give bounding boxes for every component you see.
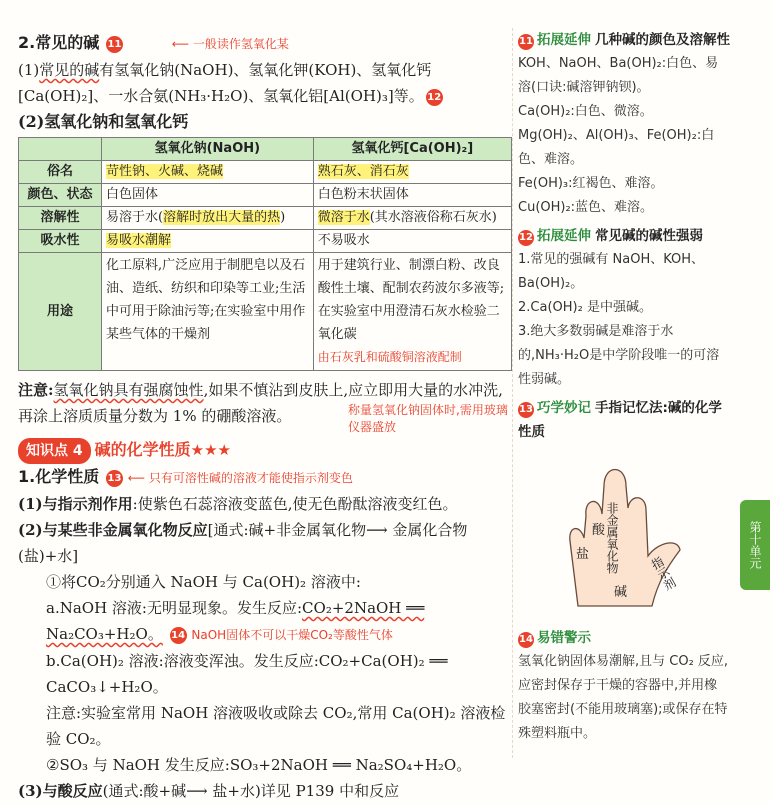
item-2: (2)与某些非金属氧化物反应[通式:碱+非金属氧化物⟶ 金属化合物(盐)+水] [18, 521, 468, 565]
finger-nonmetal-oxide: 非金属氧化物 [605, 502, 619, 574]
table-col-naoh: 氢氧化钠(NaOH) [102, 138, 314, 161]
section-2-heading [18, 30, 512, 57]
knowledge-point-heading [18, 437, 512, 464]
finger-indicator: 指示剂 [647, 554, 679, 593]
column-divider [512, 28, 513, 758]
item-2-a: a.NaOH 溶液:无明显现象。发生反应:CO₂+2NaOH ══ Na₂CO₃+H₂O。 14 NaOH固体不可以干燥CO₂等酸性气体 [46, 599, 425, 643]
sidebar [518, 28, 730, 746]
item-2-attention: 注意:实验室常用 NaOH 溶液吸收或除去 CO₂,常用 Ca(OH)₂ 溶液检验 CO₂。 [46, 704, 506, 748]
marker-13: 13 [106, 470, 123, 487]
paragraph-1: (1)常见的碱有氢氧化钠(NaOH)、氢氧化钾(KOH)、氢氧化钙[Ca(OH)₂]、一水合氨(NH₃·H₂O)、氢氧化铝[Al(OH)₃]等。 12 [18, 61, 442, 105]
main-column [18, 30, 512, 804]
caution-paragraph: 注意:氢氧化钠具有强腐蚀性,如果不慎沾到皮肤上,应立即用大量的水冲洗,再涂上溶质质量分数为 1% 的硼酸溶液。 [18, 381, 503, 425]
box-11-heading: 11 拓展延伸 几种碱的颜色及溶解性 [519, 32, 730, 48]
marker-11: 11 [106, 36, 123, 53]
annotation-weighing: 称量氢氧化钠固体时,需用玻璃仪器盛放 [348, 403, 508, 434]
item-1: (1)与指示剂作用:使紫色石蕊溶液变蓝色,使无色酚酞溶液变红色。 [18, 495, 458, 513]
bordeaux-annotation: 由石灰乳和硫酸铜溶液配制 [317, 350, 462, 364]
box-11-line: Mg(OH)₂、Al(OH)₃、Fe(OH)₂:白色、难溶。 [518, 128, 715, 167]
box-12-line: 2.Ca(OH)₂ 是中强碱。 [518, 300, 652, 315]
box-11-line: Cu(OH)₂:蓝色、难溶。 [518, 200, 654, 215]
palm-base: 碱 [614, 585, 628, 600]
finger-acid: 酸 [592, 523, 606, 538]
table-col-caoh2: 氢氧化钙[Ca(OH)₂] [313, 138, 511, 161]
annotation-drying: NaOH固体不可以干燥CO₂等酸性气体 [191, 628, 393, 642]
comparison-table [18, 137, 512, 371]
table-row: 用途 化工原料,广泛应用于制肥皂以及石油、造纸、纺织和印染等工业;生活中可用于除油污等;在实验室中用作某些气体的干燥剂 用于建筑行业、制漂白粉、改良酸性土壤、配制农药波尔多液等;在实验室中用澄清石灰水检验二氧化碳 由石灰乳和硫酸铜溶液配制 [19, 253, 512, 371]
paragraph-2-title: (2)氢氧化钠和氢氧化钙 [18, 112, 189, 131]
common-bases-underlined: 常见的碱 [39, 61, 100, 79]
box-12-line: 1.常见的强碱有 NaOH、KOH、Ba(OH)₂。 [518, 252, 705, 291]
hand-diagram [518, 446, 730, 616]
item-2-sub2: ②SO₃ 与 NaOH 发生反应:SO₃+2NaOH ══ Na₂SO₄+H₂O。 [46, 756, 472, 774]
table-row: 溶解性 易溶于水(溶解时放出大量的热) 微溶于水(其水溶液俗称石灰水) [19, 207, 512, 230]
box-11-line: Fe(OH)₃:红褐色、难溶。 [518, 176, 664, 191]
marker-14: 14 [170, 627, 187, 644]
kp-stars: ★★★ [190, 441, 231, 459]
kp-title: 碱的化学性质 [94, 440, 191, 459]
chapter-tab: 第十单元 [740, 500, 770, 590]
marker-12: 12 [426, 89, 443, 106]
box-14-text: 氢氧化钠固体易潮解,且与 CO₂ 反应,应密封保存于干燥的容器中,并用橡胶塞密封(不能用玻璃塞);或保存在特殊塑料瓶中。 [518, 654, 729, 741]
box-13-heading: 13 巧学妙记 手指记忆法:碱的化学性质 [518, 400, 722, 440]
box-11-line: KOH、NaOH、Ba(OH)₂:白色、易溶(口诀:碱溶钾钠钡)。 [518, 56, 719, 95]
box-11-line: Ca(OH)₂:白色、微溶。 [518, 104, 653, 119]
section-1-heading: 1.化学性质 13 ⟵ 只有可溶性碱的溶液才能使指示剂变色 [18, 467, 353, 486]
table-row: 吸水性 易吸水潮解 不易吸水 [19, 230, 512, 253]
table-row: 颜色、状态 白色固体 白色粉末状固体 [19, 184, 512, 207]
box-12-heading: 12 拓展延伸 常见碱的碱性强弱 [519, 228, 703, 244]
item-2-b: b.Ca(OH)₂ 溶液:溶液变浑浊。发生反应:CO₂+Ca(OH)₂ ══ CaCO₃↓+H₂O。 [46, 652, 448, 696]
item-2-sub1: ①将CO₂分别通入 NaOH 与 Ca(OH)₂ 溶液中: [46, 573, 361, 591]
item-3: (3)与酸反应(通式:酸+碱⟶ 盐+水)详见 P139 中和反应 [18, 782, 400, 800]
box-14-heading: 14 易错警示 [519, 630, 591, 646]
box-12-line: 3.绝大多数弱碱是难溶于水的,NH₃·H₂O是中学阶段唯一的可溶性弱碱。 [518, 324, 720, 387]
finger-salt: 盐 [576, 547, 590, 562]
section-2-title: 2.常见的碱 [18, 33, 100, 52]
table-corner [19, 138, 102, 161]
kp-tag: 知识点 4 [18, 438, 91, 464]
annotation-reading: ⟵ 一般读作氢氧化某 [171, 37, 289, 51]
annotation-indicator: ⟵ 只有可溶性碱的溶液才能使指示剂变色 [127, 471, 353, 485]
table-row: 俗名 苛性钠、火碱、烧碱 熟石灰、消石灰 [19, 161, 512, 184]
